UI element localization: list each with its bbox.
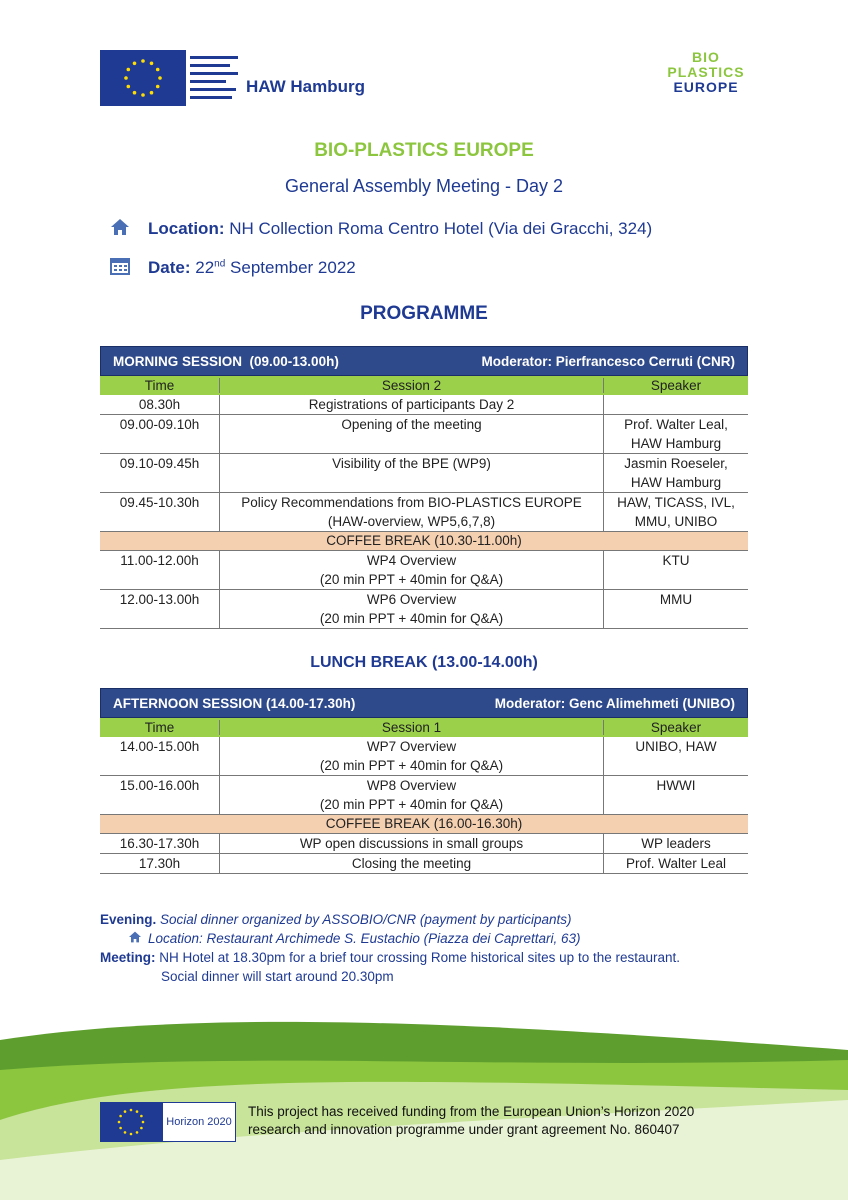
row-session: WP6 Overview (20 min PPT + 40min for Q&A): [220, 590, 604, 628]
row-session: WP open discussions in small groups: [220, 834, 604, 853]
morning-schedule-table: [100, 346, 748, 629]
schedule-row: [100, 590, 748, 629]
date-label: Date:: [148, 257, 191, 277]
eu-star-icon: [142, 1121, 145, 1124]
date-row: [110, 257, 356, 280]
row-time: 08.30h: [100, 395, 220, 414]
row-speaker: KTU: [662, 553, 690, 568]
row-speaker: WP leaders: [641, 836, 711, 851]
morning-session-title: MORNING SESSION (09.00-13.00h): [113, 353, 339, 369]
haw-logo-text: HAW Hamburg: [246, 77, 365, 96]
coffee-break-row: COFFEE BREAK (10.30-11.00h): [100, 532, 748, 551]
date-suffix: nd: [214, 258, 226, 270]
schedule-row: [100, 395, 748, 415]
row-session: Policy Recommendations from BIO-PLASTICS EUROPE (HAW-overview, WP5,6,7,8): [220, 493, 604, 531]
lunch-break: LUNCH BREAK (13.00-14.00h): [310, 654, 538, 671]
row-time: 09.45-10.30h: [100, 493, 220, 531]
schedule-row: [100, 834, 748, 854]
eu-flag-footer-logo: [100, 1102, 162, 1142]
row-time: 15.00-16.00h: [100, 776, 220, 814]
morning-column-headers: [100, 376, 748, 395]
meeting-text-2: Social dinner will start around 20.30pm: [161, 969, 394, 984]
eu-star-icon: [150, 62, 154, 66]
meeting-label: Meeting:: [100, 950, 156, 965]
row-time: 09.10-09.45h: [100, 454, 220, 492]
eu-star-icon: [156, 68, 160, 72]
row-session: Registrations of participants Day 2: [220, 395, 604, 414]
evening-location: Location: Restaurant Archimede S. Eustachio (Piazza dei Caprettari, 63): [148, 931, 581, 946]
eu-star-icon: [130, 1109, 133, 1112]
row-speaker: HAW, TICASS, IVL, MMU, UNIBO: [617, 495, 735, 529]
row-speaker: MMU: [659, 592, 693, 607]
afternoon-session-title: AFTERNOON SESSION (14.00-17.30h): [113, 695, 356, 711]
eu-star-icon: [119, 1127, 122, 1130]
eu-star-icon: [141, 93, 145, 97]
funding-line-1: This project has received funding from the European Union’s Horizon 2020: [248, 1104, 695, 1119]
eu-star-icon: [118, 1121, 121, 1124]
afternoon-rows: [100, 737, 748, 874]
afternoon-column-headers: [100, 718, 748, 737]
afternoon-moderator: Moderator: Genc Alimehmeti (UNIBO): [494, 695, 735, 711]
row-speaker: UNIBO, HAW: [635, 739, 717, 754]
haw-logo-stripes: [190, 56, 238, 102]
afternoon-session-header: [100, 688, 748, 718]
home-icon: [110, 218, 132, 241]
eu-star-icon: [124, 1110, 127, 1113]
row-time: 11.00-12.00h: [100, 551, 220, 589]
evening-info: [100, 910, 740, 986]
eu-flag-logo: [100, 50, 186, 106]
schedule-row: [100, 854, 748, 874]
date-day: 22: [195, 257, 215, 277]
afternoon-schedule-table: [100, 688, 748, 874]
row-session: Closing the meeting: [220, 854, 604, 873]
morning-rows: [100, 395, 748, 629]
eu-star-icon: [136, 1110, 139, 1113]
eu-star-icon: [141, 59, 145, 63]
row-speaker: [604, 395, 748, 414]
row-session: WP4 Overview (20 min PPT + 40min for Q&A): [220, 551, 604, 589]
bio-plastics-europe-logo: [664, 50, 748, 110]
eu-stars-icon: [100, 50, 186, 106]
eu-star-icon: [156, 85, 160, 89]
col-session: Session 2: [220, 378, 604, 393]
location-label: Location:: [148, 218, 225, 238]
schedule-row: [100, 551, 748, 590]
row-speaker: Jasmin Roeseler, HAW Hamburg: [624, 456, 728, 490]
schedule-row: [100, 737, 748, 776]
row-session: Opening of the meeting: [220, 415, 604, 453]
bpe-logo-word-3: EUROPE: [673, 79, 739, 95]
eu-star-icon: [124, 1131, 127, 1134]
row-speaker: HWWI: [656, 778, 696, 793]
eu-star-icon: [119, 1115, 122, 1118]
eu-star-icon: [124, 76, 128, 80]
row-speaker: Prof. Walter Leal, HAW Hamburg: [624, 417, 728, 451]
funding-line-2: research and innovation programme under grant agreement No. 860407: [248, 1122, 680, 1137]
col-speaker: Speaker: [650, 720, 702, 735]
coffee-break-row: COFFEE BREAK (16.00-16.30h): [100, 815, 748, 834]
eu-star-icon: [136, 1131, 139, 1134]
col-speaker: Speaker: [650, 378, 702, 393]
row-speaker: Prof. Walter Leal: [625, 856, 727, 871]
col-time: Time: [100, 720, 220, 735]
row-session: WP8 Overview (20 min PPT + 40min for Q&A): [220, 776, 604, 814]
document-subtitle: General Assembly Meeting - Day 2: [284, 176, 564, 196]
funding-statement: [248, 1103, 738, 1139]
col-time: Time: [100, 378, 220, 393]
row-session: WP7 Overview (20 min PPT + 40min for Q&A): [220, 737, 604, 775]
horizon-2020-label: Horizon 2020: [162, 1102, 236, 1142]
document-title: BIO-PLASTICS EUROPE: [314, 140, 534, 161]
eu-star-icon: [140, 1115, 143, 1118]
calendar-icon: [110, 257, 132, 280]
row-time: 16.30-17.30h: [100, 834, 220, 853]
row-time: 09.00-09.10h: [100, 415, 220, 453]
eu-star-icon: [133, 62, 137, 66]
eu-star-icon: [127, 68, 131, 72]
location-value: NH Collection Roma Centro Hotel (Via dei Gracchi, 324): [229, 218, 653, 238]
col-session: Session 1: [220, 720, 604, 735]
row-session: Visibility of the BPE (WP9): [220, 454, 604, 492]
eu-star-icon: [127, 85, 131, 89]
evening-text: Social dinner organized by ASSOBIO/CNR (payment by participants): [160, 912, 572, 927]
row-time: 14.00-15.00h: [100, 737, 220, 775]
eu-star-icon: [130, 1133, 133, 1136]
bpe-logo-word-2: PLASTICS: [667, 64, 745, 80]
home-icon: [128, 929, 148, 948]
meeting-text: NH Hotel at 18.30pm for a brief tour crossing Rome historical sites up to the restaurant.: [159, 950, 681, 965]
schedule-row: [100, 415, 748, 454]
row-time: 17.30h: [100, 854, 220, 873]
schedule-row: [100, 454, 748, 493]
morning-moderator: Moderator: Pierfrancesco Cerruti (CNR): [481, 353, 735, 369]
morning-session-header: [100, 346, 748, 376]
evening-label: Evening.: [100, 912, 157, 927]
row-time: 12.00-13.00h: [100, 590, 220, 628]
eu-star-icon: [133, 91, 137, 95]
schedule-row: [100, 776, 748, 815]
eu-star-icon: [158, 76, 162, 80]
date-rest: September 2022: [230, 257, 356, 277]
eu-star-icon: [140, 1127, 143, 1130]
location-row: [110, 218, 652, 241]
eu-star-icon: [150, 91, 154, 95]
schedule-row: [100, 493, 748, 532]
programme-heading: PROGRAMME: [360, 303, 488, 324]
bpe-logo-word-1: BIO: [692, 49, 720, 65]
